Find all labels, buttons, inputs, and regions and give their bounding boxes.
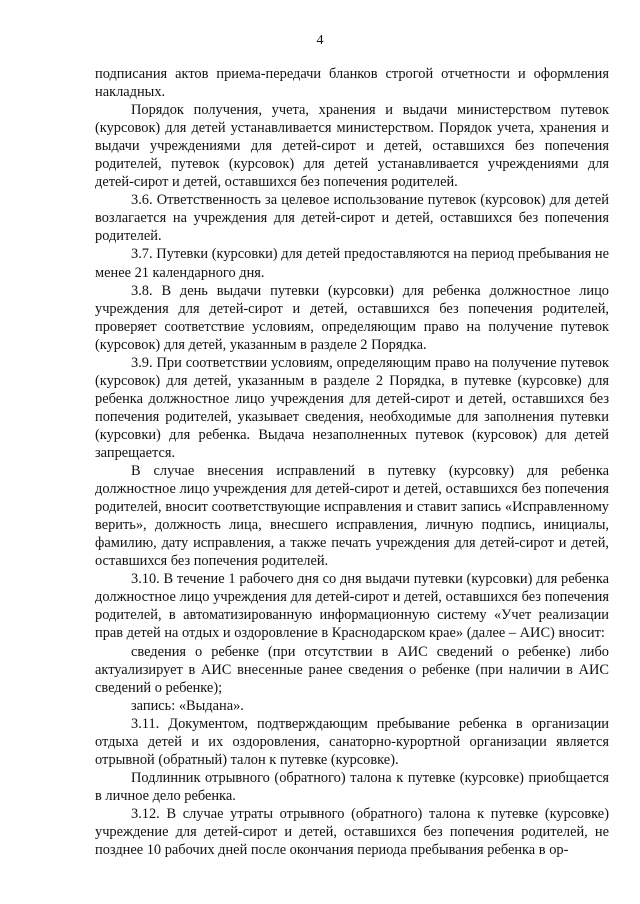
paragraph-3-6: 3.6. Ответственность за целевое использование путевок (курсовок) для детей возлагается на учреждения для детей-сирот и детей, оставшихся без попечения родителей. [95,192,609,245]
paragraph-original-coupon: Подлинник отрывного (обратного) талона к путевке (курсовке) приобщается в личное дело ребенка. [95,769,609,804]
paragraph-3-12: 3.12. В случае утраты отрывного (обратного) талона к путевке (курсовке) учреждение для детей-сирот и детей, оставшихся без попечения родителей, не позднее 10 рабочих дней после окончания периода пребывания ребенка в ор- [95,805,609,859]
paragraph-3-11: 3.11. Документом, подтверждающим пребывание ребенка в организации отдыха детей и их оздоровления, санаторно-курортной организации является отрывной (обратный) талон к путевке (курсовке). [95,715,609,768]
paragraph-3-9: 3.9. При соответствии условиям, определяющим право на получение путевок (курсовок) для детей, указанным в разделе 2 Порядка, в путевке (курсовке) для ребенка должностное лицо учреждения для детей-сирот и детей, оставшихся без попечения родителей, указывает сведения, необходимые для заполнения путевки (курсовки) для ребенка. Выдача незаполненных путевок (курсовок) для детей запрещается. [95,354,609,461]
paragraph-procedure-order: Порядок получения, учета, хранения и выдачи министерством путевок (курсовок) для детей устанавливается министерством. Порядок учета, хранения и выдачи учреждениями для детей-сирот и детей, оставшихся без попечения родителей, путевок (курсовок) для детей устанавливается учреждениями для детей-сирот и детей, оставшихся без попечения родителей. [95,102,609,191]
paragraph-3-8: 3.8. В день выдачи путевки (курсовки) для ребенка должностное лицо учреждения для детей-сирот и детей, оставшихся без попечения родителей, проверяет соответствие условиям, определяющим право на получение путевок (курсовок) для детей, указанным в разделе 2 Порядка. [95,282,609,353]
paragraph-3-10: 3.10. В течение 1 рабочего дня со дня выдачи путевки (курсовки) для ребенка должностное лицо учреждения для детей-сирот и детей, оставшихся без попечения родителей, в автоматизированную информационную систему «Учет реализации прав детей на отдых и оздоровление в Краснодарском крае» (далее – АИС) вносит: [95,571,609,642]
paragraph-child-info: сведения о ребенке (при отсутствии в АИС сведений о ребенке) либо актуализирует в АИС внесенные ранее сведения о ребенке (при наличии в АИС сведений о ребенке); [95,643,609,696]
page-number: 4 [316,33,324,48]
paragraph-record-issued: запись: «Выдана». [131,697,244,714]
document-body [95,65,609,859]
paragraph-3-7: 3.7. Путевки (курсовки) для детей предоставляются на период пребывания не менее 21 календарного дня. [95,246,609,281]
paragraph-continuation: подписания актов приема-передачи бланков строгой отчетности и оформления накладных. [95,66,609,101]
paragraph-corrections: В случае внесения исправлений в путевку (курсовку) для ребенка должностное лицо учреждения для детей-сирот и детей, оставшихся без попечения родителей, вносит соответствующие исправления и ставит запись «Исправленному верить», должность лица, внесшего исправления, личную подпись, инициалы, фамилию, дату исправления, а также печать учреждения для детей-сирот и детей, оставшихся без попечения родителей. [95,463,609,570]
